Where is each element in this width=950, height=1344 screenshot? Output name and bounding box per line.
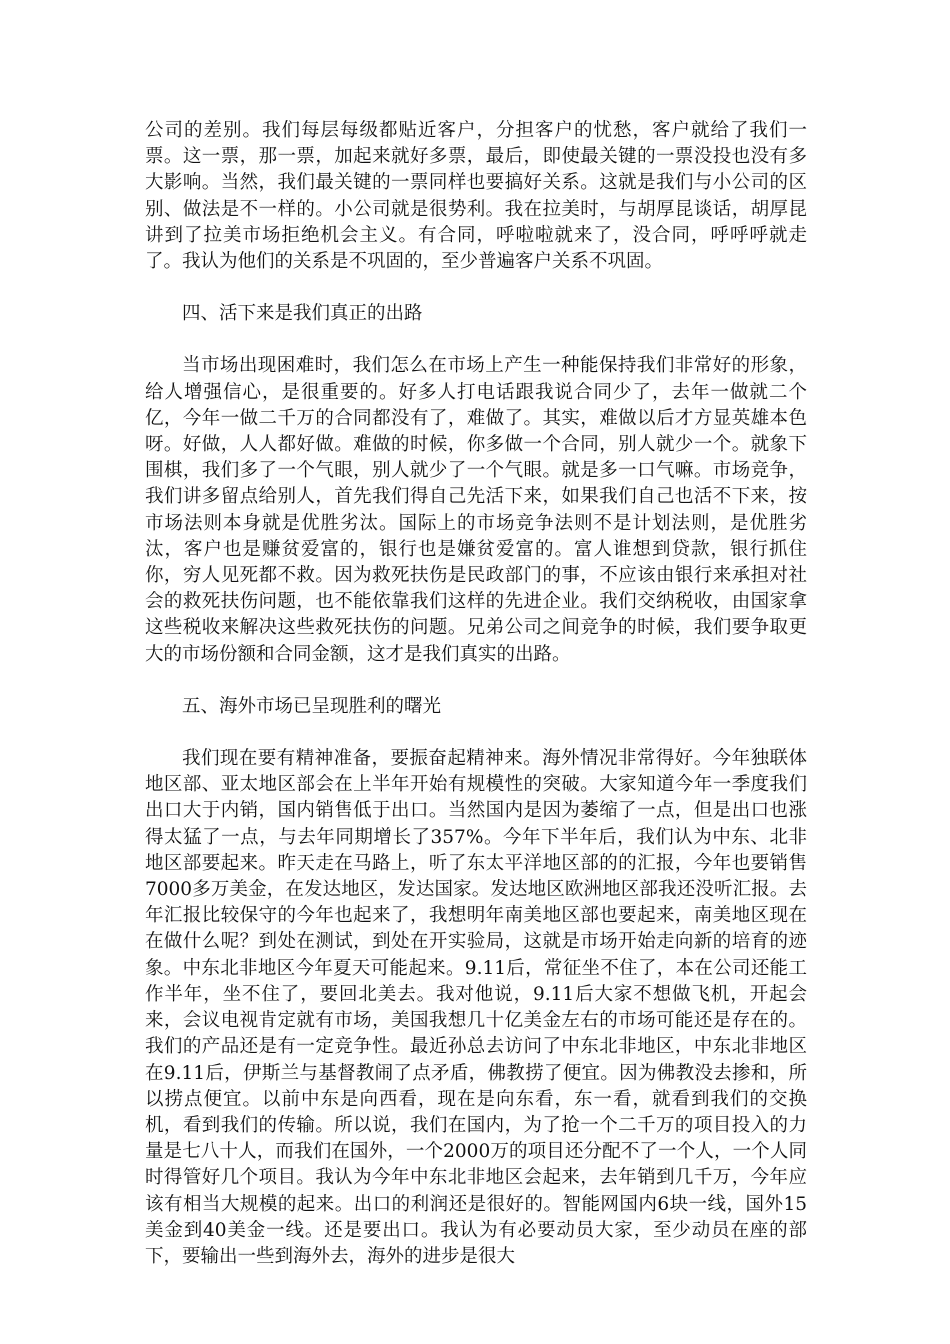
paragraph-spacer [145, 327, 807, 353]
paragraph-survival: 当市场出现困难时，我们怎么在市场上产生一种能保持我们非常好的形象，给人增强信心，是很重要的。好多人打电话跟我说合同少了，去年一做就二个亿，今年一做二千万的合同都没有了，难做了。其实，难做以后才方显英雄本色呀。好做，人人都好做。难做的时候，你多做一个合同，别人就少一个。就象下围棋，我们多了一个气眼，别人就少了一个气眼。就是多一口气嘛。市场竞争，我们讲多留点给别人，首先我们得自己先活下来，如果我们自己也活不下来，按市场法则本身就是优胜劣汰。国际上的市场竞争法则不是计划法则，是优胜劣汰，客户也是赚贫爱富的，银行也是嫌贫爱富的。富人谁想到贷款，银行抓住你，穷人见死都不救。因为救死扶伤是民政部门的事，不应该由银行来承担对社会的救死扶伤问题，也不能依靠我们这样的先进企业。我们交纳税收，由国家拿这些税收来解决这些救死扶伤的问题。兄弟公司之间竞争的时候，我们要争取更大的市场份额和合同金额，这才是我们真实的出路。 [145, 355, 807, 665]
section-heading-5: 五、海外市场已呈现胜利的曙光 [182, 695, 442, 717]
document-page [145, 118, 807, 1270]
paragraph-spacer [145, 720, 807, 746]
paragraph-client-relations: 公司的差别。我们每层每级都贴近客户，分担客户的忧愁，客户就给了我们一票。这一票，那一票，加起来就好多票，最后，即使最关键的一票没投也没有多大影响。当然，我们最关键的一票同样也要搞好关系。这就是我们与小公司的区别、做法是不一样的。小公司就是很势利。我在拉美时，与胡厚昆谈话，胡厚昆讲到了拉美市场拒绝机会主义。有合同，呼啦啦就来了，没合同，呼呼呼就走了。我认为他们的关系是不巩固的，至少普遍客户关系不巩固。 [145, 120, 807, 273]
paragraph-overseas-market: 我们现在要有精神准备，要振奋起精神来。海外情况非常得好。今年独联体地区部、亚太地区部会在上半年开始有规模性的突破。大家知道今年一季度我们出口大于内销，国内销售低于出口。当然国内是因为萎缩了一点，但是出口也涨得太猛了一点，与去年同期增长了357%。今年下半年后，我们认为中东、北非地区部要起来。昨天走在马路上，听了东太平洋地区部的的汇报，今年也要销售7000多万美金，在发达地区，发达国家。发达地区欧洲地区部我还没听汇报。去年汇报比较保守的今年也起来了，我想明年南美地区部也要起来，南美地区现在在做什么呢？到处在测试，到处在开实验局，这就是市场开始走向新的培育的迹象。中东北非地区今年夏天可能起来。9.11后，常征坐不住了，本在公司还能工作半年，坐不住了，要回北美去。我对他说，9.11后大家不想做飞机，开起会来，会议电视肯定就有市场，美国我想几十亿美金左右的市场可能还是存在的。我们的产品还是有一定竞争性。最近孙总去访问了中东北非地区，中东北非地区在9.11后，伊斯兰与基督教闹了点矛盾，佛教捞了便宜。因为佛教没去掺和，所以捞点便宜。以前中东是向西看，现在是向东看，东一看，就看到我们的交换机，看到我们的传输。所以说，我们在国内，为了抢一个二千万的项目投入的力量是七八十人，而我们在国外，一个2000万的项目还分配不了一个人，一个人同时得管好几个项目。我认为今年中东北非地区会起来，去年销到几千万，今年应该有相当大规模的起来。出口的利润还是很好的。智能网国内6块一线，国外15美金到40美金一线。还是要出口。我认为有必要动员大家，至少动员在座的部下，要输出一些到海外去，海外的进步是很大 [145, 748, 807, 1267]
paragraph-spacer [145, 275, 807, 301]
section-heading-4: 四、活下来是我们真正的出路 [182, 303, 423, 325]
paragraph-spacer [145, 668, 807, 694]
